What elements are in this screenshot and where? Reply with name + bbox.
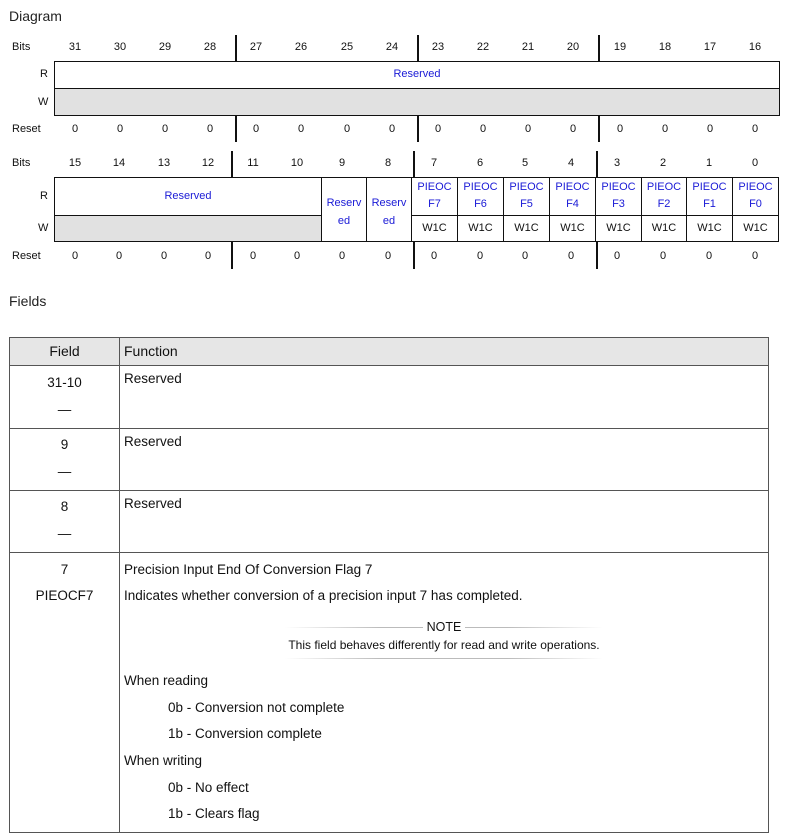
reset-value: 0 [705,250,713,262]
bit8-reserved-label: Reserv ed [371,197,407,227]
reset-value: 0 [204,250,212,262]
nibble-divider [596,242,598,269]
nibble-divider [413,151,415,177]
nibble-divider [231,242,233,269]
row-divider [9,490,769,491]
reset-value: 0 [297,123,305,135]
write-label: W [38,96,49,108]
bit-number: 0 [751,157,759,169]
nibble-divider [235,35,237,61]
bit-number: 16 [748,41,762,53]
reset-value: 0 [343,123,351,135]
bits-label: Bits [12,41,31,53]
bit-number: 20 [566,41,580,53]
pieocf-label-line: PIEOC [417,181,452,193]
bit-number: 10 [290,157,304,169]
bit-number: 1 [705,157,713,169]
read-label: R [40,68,48,80]
bit-number: 8 [384,157,392,169]
reset-value: 0 [616,123,624,135]
bit-number: 5 [521,157,529,169]
reading-value: 1b - Conversion complete [168,726,322,741]
bit9-reserved-label: Reserv ed [326,197,362,227]
field-title: Precision Input End Of Conversion Flag 7 [124,562,373,577]
pieocf-label [732,179,779,213]
bits-label: Bits [12,157,31,169]
bit-number: 2 [659,157,667,169]
field-function: Reserved [124,496,182,511]
nibble-divider [596,151,598,177]
bit-number: 19 [613,41,627,53]
field-name: — [57,464,72,479]
pieocf-label [411,179,458,213]
reset-value: 0 [71,250,79,262]
pieocf-label [457,179,504,213]
field-function: Reserved [124,371,182,386]
reset-value: 0 [659,250,667,262]
fields-heading: Fields [9,293,47,309]
field-bits: 8 [60,499,69,514]
field-name: — [57,526,72,541]
reset-value: 0 [567,250,575,262]
field-bits: 9 [60,437,69,452]
pieocf-write-label: W1C [468,222,493,234]
pieocf-write-label: W1C [514,222,539,234]
bit-number: 4 [567,157,575,169]
field-bits: 31-10 [47,375,82,390]
function-column-header: Function [124,343,178,359]
reset-value: 0 [751,250,759,262]
field-description: Indicates whether conversion of a precision input 7 has completed. [124,588,523,603]
reset-value: 0 [388,123,396,135]
pieocf-label [641,179,687,213]
pieocf-label-line: PIEOC [692,181,727,193]
row-divider [9,428,769,429]
reset-value: 0 [430,250,438,262]
pieocf-label-line: PIEOC [646,181,682,193]
pieocf-label [503,179,550,213]
reset-value: 0 [524,123,532,135]
reset-label: Reset [12,250,41,262]
writing-value: 0b - No effect [168,780,249,795]
bit-number: 18 [658,41,672,53]
bit-number: 25 [340,41,354,53]
nibble-divider [235,116,237,142]
bit-number: 28 [203,41,217,53]
nibble-divider [417,116,419,142]
field-name: PIEOCF7 [35,588,94,603]
bit-number: 17 [703,41,717,53]
bit-number: 29 [158,41,172,53]
reset-value: 0 [160,250,168,262]
row-divider [9,365,769,366]
reset-value: 0 [293,250,301,262]
reset-value: 0 [706,123,714,135]
writing-label: When writing [124,753,203,768]
bit-number: 13 [157,157,171,169]
field-bits: 7 [60,562,69,577]
pieocf-label-line: F2 [657,198,671,210]
row-divider [9,552,769,553]
pieocf-label-line: PIEOC [738,181,773,193]
reset-value: 0 [252,123,260,135]
read-label: R [40,190,48,202]
pieocf-write-label: W1C [606,222,631,234]
pieocf-label-line: PIEOC [555,181,590,193]
reset-value: 0 [338,250,346,262]
field-function: Reserved [124,434,182,449]
pieocf-write-label: W1C [560,222,585,234]
reset-value: 0 [206,123,214,135]
bit-number: 15 [68,157,82,169]
bit-number: 12 [201,157,215,169]
writing-value: 1b - Clears flag [168,806,260,821]
nibble-divider [598,116,600,142]
bit-number: 26 [294,41,308,53]
reset-value: 0 [115,250,123,262]
pieocf-write-label: W1C [422,222,447,234]
pieocf-label-line: F5 [520,198,533,210]
reset-value: 0 [476,250,484,262]
nibble-divider [231,151,233,177]
note-rule [285,658,603,659]
upper-write-field [54,88,780,116]
pieocf-label-line: F7 [428,198,441,210]
reset-value: 0 [479,123,487,135]
reset-value: 0 [569,123,577,135]
reading-value: 0b - Conversion not complete [168,700,345,715]
reset-value: 0 [384,250,392,262]
pieocf-label-line: F0 [749,198,762,210]
nibble-divider [598,35,600,61]
nibble-divider [413,242,415,269]
reset-value: 0 [521,250,529,262]
column-divider [119,337,120,833]
pieocf-write-label: W1C [697,222,722,234]
reset-value: 0 [161,123,169,135]
reading-label: When reading [124,673,209,688]
bit-number: 22 [476,41,490,53]
pieocf-label-line: PIEOC [509,181,544,193]
diagram-heading: Diagram [9,8,62,24]
pieocf-label-line: F3 [612,198,625,210]
bit-number: 9 [338,157,346,169]
bit-number: 23 [431,41,445,53]
pieocf-write-label: W1C [651,222,677,234]
reset-value: 0 [661,123,669,135]
write-label: W [38,222,49,234]
bit-number: 6 [476,157,484,169]
reset-value: 0 [751,123,759,135]
pieocf-label-line: PIEOC [463,181,498,193]
upper-reserved-label: Reserved [393,68,441,80]
bit-number: 30 [113,41,127,53]
bit-number: 31 [68,41,82,53]
bit-number: 7 [430,157,438,169]
reset-value: 0 [434,123,442,135]
reset-value: 0 [116,123,124,135]
pieocf-label-line: PIEOC [601,181,636,193]
bit-number: 14 [112,157,126,169]
pieocf-label-line: F4 [566,198,579,210]
field-name: — [57,402,72,417]
lower-reserved-write [54,215,322,242]
bit-number: 21 [521,41,535,53]
pieocf-label-line: F1 [703,198,716,210]
reset-label: Reset [12,123,41,135]
bit-number: 11 [247,157,259,169]
bit-number: 3 [613,157,621,169]
nibble-divider [417,35,419,61]
reset-value: 0 [613,250,621,262]
lower-reserved-label: Reserved [164,190,212,202]
pieocf-label [686,179,733,213]
field-column-header: Field [49,343,80,359]
reset-value: 0 [249,250,257,262]
pieocf-label [595,179,642,213]
fields-table [9,337,769,833]
bit-number: 24 [385,41,399,53]
note-title: NOTE [285,620,603,634]
bit-number: 27 [249,41,263,53]
reset-value: 0 [71,123,79,135]
pieocf-write-label: W1C [743,222,768,234]
note-text: This field behaves differently for read and write operations. [288,638,600,652]
pieocf-label [549,179,596,213]
pieocf-label-line: F6 [474,198,487,210]
